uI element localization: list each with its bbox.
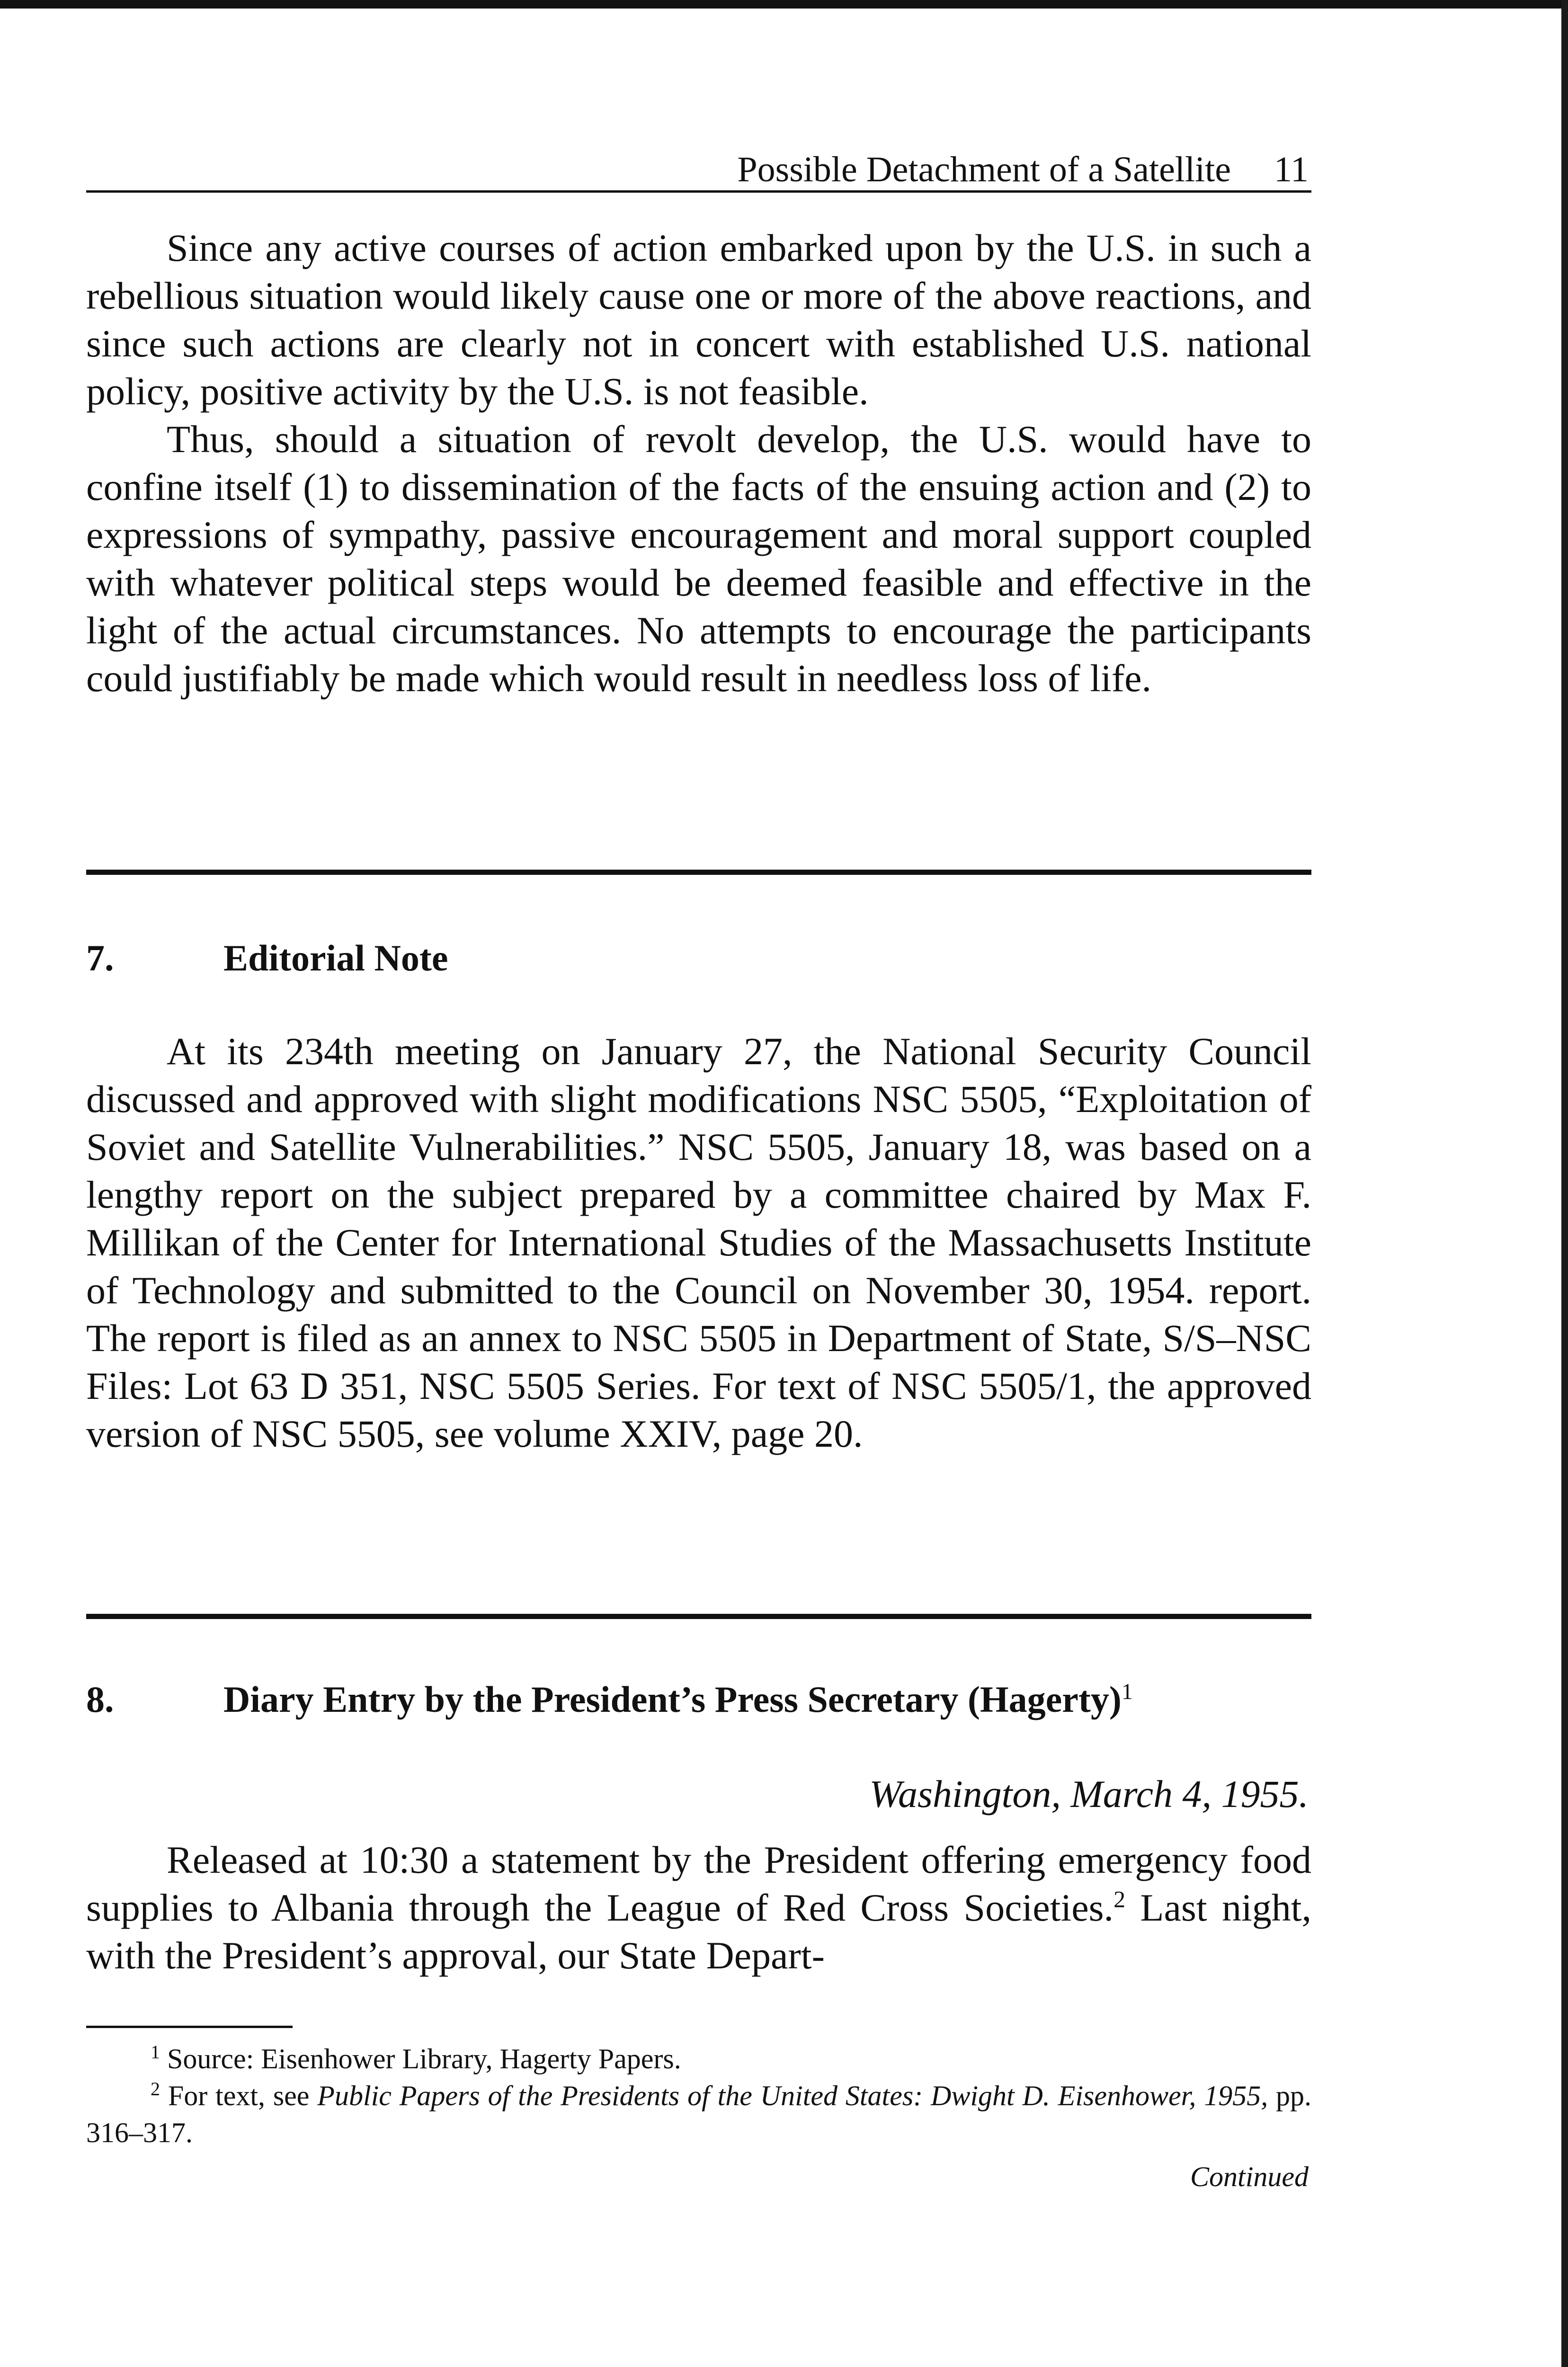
document-8-paragraph — [86, 1836, 1311, 1979]
carryover-paragraph-1: Since any active courses of action embarked upon by the U.S. in such a rebellious situation would likely cause one or more of the above reactions, and since such actions are clearly not in concert with established U.S. national policy, positive activity by the U.S. is not feasible. — [86, 226, 1311, 413]
footnote-2-citation-title: Public Papers of the Presidents of the United States: Dwight D. Eisenhower, 1955, — [317, 2080, 1268, 2111]
document-7-heading — [86, 934, 1311, 982]
running-head — [86, 137, 1311, 193]
running-head-title: Possible Detachment of a Satellite — [737, 150, 1231, 189]
document-8-title-wrap — [223, 1676, 1133, 1723]
document-page — [86, 137, 1311, 2196]
footnote-ref-1: 1 — [1121, 1679, 1133, 1704]
footnote-2-marker: 2 — [151, 2078, 160, 2100]
document-8-heading — [86, 1676, 1311, 1723]
document-8-text-part2: Last night, with the President’s approval, our State Depart- — [86, 1886, 1312, 1977]
carryover-paragraph-2: Thus, should a situation of revolt develop, the U.S. would have to confine itself (1) to dissemination of the facts of the ensuing action and (2) to expressions of sympathy, passive encouragement and moral support coupled with whatever political steps would be deemed feasible and effective in the light of the actual circumstances. No attempts to encourage the participants could justifiably be made which would result in needless loss of life. — [86, 418, 1311, 700]
scan-edge-top — [0, 0, 1568, 9]
footnote-1-text: Source: Eisenhower Library, Hagerty Papers. — [167, 2043, 681, 2074]
document-8-title: Diary Entry by the President’s Press Secretary (Hagerty) — [223, 1679, 1122, 1720]
document-7-paragraph: At its 234th meeting on January 27, the National Security Council discussed and approved with slight modifications NSC 5505, “Exploitation of Soviet and Satellite Vulnerabilities.” NSC 5505, January 18, was based on a lengthy report on the subject prepared by a committee chaired by Max F. Millikan of the Center for International Studies of the Massachusetts Institute of Technology and submitted to the Council on November 30, 1954. report. The report is filed as an annex to NSC 5505 in Department of State, S/S–NSC Files: Lot 63 D 351, NSC 5505 Series. For text of NSC 5505/1, the approved version of NSC 5505, see volume XXIV, page 20. — [86, 1030, 1311, 1455]
document-7-number: 7. — [86, 937, 114, 979]
document-7-title: Editorial Note — [223, 937, 448, 979]
footnote-2-prefix: For text, see — [168, 2080, 310, 2111]
footnote-1 — [86, 2040, 1311, 2077]
footnote-1-marker: 1 — [151, 2041, 160, 2063]
dateline: Washington, March 4, 1955. — [869, 1772, 1309, 1815]
section-divider-rule — [86, 1614, 1311, 1619]
footnote-rule — [86, 2026, 293, 2028]
footnote-2-pages: pp. 316–317. — [86, 2080, 1312, 2148]
page-number: 11 — [1274, 150, 1309, 189]
footnote-2 — [86, 2077, 1311, 2151]
scan-edge-right — [1561, 0, 1568, 2367]
section-divider-rule — [86, 870, 1311, 875]
document-8-text-part1: Released at 10:30 a statement by the President offering emergency food supplies to Albania through the League of Red Cross Societies. — [86, 1838, 1311, 1929]
continued-label: Continued — [1190, 2161, 1309, 2192]
document-8-number: 8. — [86, 1679, 114, 1720]
footnote-ref-2: 2 — [1114, 1886, 1126, 1913]
